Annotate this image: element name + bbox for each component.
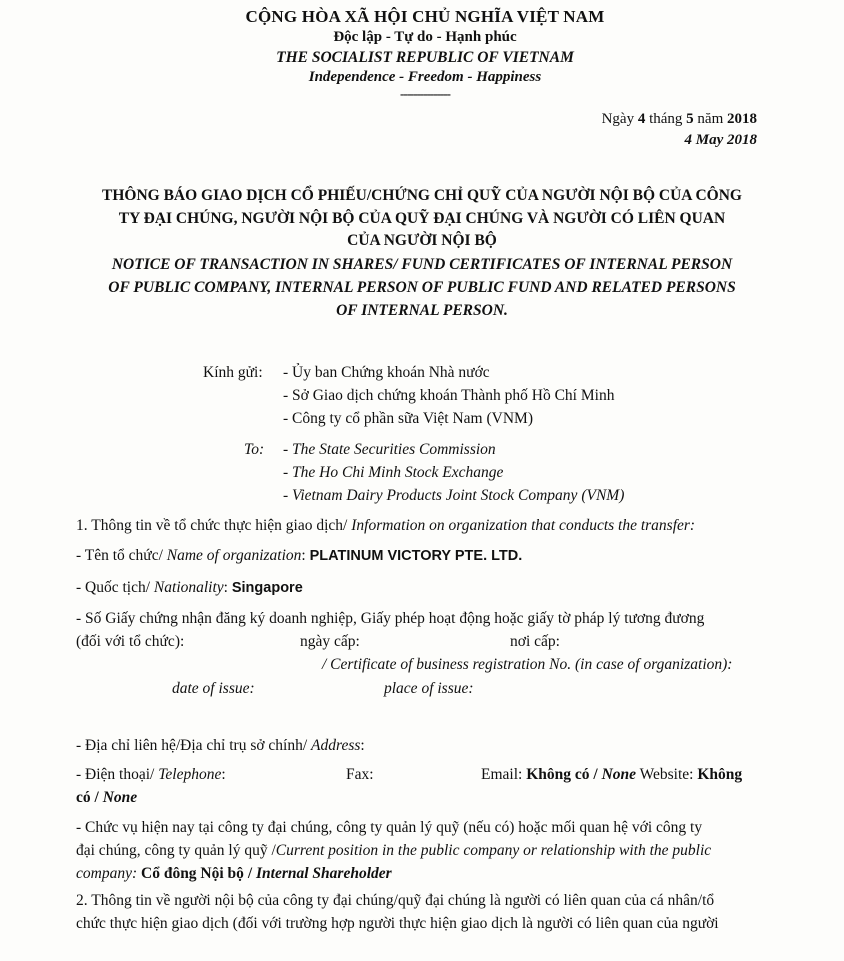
recipient-en-1: - The State Securities Commission [283,441,496,458]
website-row-cont: có / None [76,789,138,806]
section2-line2: chức thực hiện giao dịch (đối với trường hợp người thực hiện giao dịch là người có liên quan của người [76,915,719,932]
recipients-label-en: To: [244,441,265,458]
header-divider: --------------- [400,86,450,101]
title-vn-line3: CỦA NGƯỜI NỘI BỘ [347,232,497,249]
section2-line1: 2. Thông tin về người nội bộ của công ty đại chúng/quỹ đại chúng là người có liên quan của cá nhân/tổ [76,892,715,909]
recipient-vn-2: - Sở Giao dịch chứng khoán Thành phố Hồ Chí Minh [283,387,615,404]
title-vn-line2: TY ĐẠI CHÚNG, NGƯỜI NỘI BỘ CỦA QUỸ ĐẠI CHÚNG VÀ NGƯỜI CÓ LIÊN QUAN [118,210,726,227]
title-en-line1: NOTICE OF TRANSACTION IN SHARES/ FUND CERTIFICATES OF INTERNAL PERSON [111,256,733,273]
motto-vn: Độc lập - Tự do - Hạnh phúc [333,29,517,45]
cert-issue-place-en: place of issue: [384,680,474,697]
country-name-en: THE SOCIALIST REPUBLIC OF VIETNAM [276,49,574,66]
org-name-row: - Tên tổ chức/ Name of organization: PLATINUM VICTORY PTE. LTD. [76,547,523,564]
cert-line2-a: (đối với tổ chức): [76,633,185,650]
recipient-vn-1: - Ủy ban Chứng khoán Nhà nước [283,364,490,381]
nationality-row: - Quốc tịch/ Nationality: Singapore [76,579,303,596]
phone-row: - Điện thoại/ Telephone: [76,766,226,783]
cert-issue-place-vn: nơi cấp: [510,633,560,650]
org-name-value: PLATINUM VICTORY PTE. LTD. [309,548,523,564]
title-en-line2: OF PUBLIC COMPANY, INTERNAL PERSON OF PUBLIC FUND AND RELATED PERSONS [108,279,736,296]
recipient-en-3: - Vietnam Dairy Products Joint Stock Company (VNM) [283,487,625,504]
position-line3: company: Cổ đông Nội bộ / Internal Shareholder [76,865,392,882]
cert-line1: - Số Giấy chứng nhận đăng ký doanh nghiệp, Giấy phép hoạt động hoặc giấy tờ pháp lý tương đương [76,610,705,627]
position-line2: đại chúng, công ty quản lý quỹ /Current position in the public company or relationship with the public [76,842,712,859]
recipient-vn-3: - Công ty cổ phần sữa Việt Nam (VNM) [283,410,533,427]
cert-en-line1: / Certificate of business registration No. (in case of organization): [322,656,733,673]
section1-heading: 1. Thông tin về tổ chức thực hiện giao dịch/ Information on organization that conducts the transfer: [76,517,696,534]
date-vn: Ngày 4 tháng 5 năm 2018 [601,111,757,127]
cert-issue-date-vn: ngày cấp: [300,633,360,650]
address-row: - Địa chỉ liên hệ/Địa chỉ trụ sở chính/ Address: [76,737,365,754]
recipients-label-vn: Kính gửi: [203,364,263,381]
motto-en: Independence - Freedom - Happiness [308,69,542,85]
email-website-row: Email: Không có / None Website: Không [481,766,743,783]
nationality-value: Singapore [231,580,303,596]
title-en-line3: OF INTERNAL PERSON. [336,302,508,319]
recipient-en-2: - The Ho Chi Minh Stock Exchange [283,464,504,481]
title-vn-line1: THÔNG BÁO GIAO DỊCH CỔ PHIẾU/CHỨNG CHỈ QUỸ CỦA NGƯỜI NỘI BỘ CỦA CÔNG [102,187,742,204]
date-en: 4 May 2018 [684,132,757,148]
cert-issue-date-en: date of issue: [172,680,255,697]
country-name-vn: CỘNG HÒA XÃ HỘI CHỦ NGHĨA VIỆT NAM [245,7,605,26]
fax-label: Fax: [346,766,374,783]
position-line1: - Chức vụ hiện nay tại công ty đại chúng, công ty quản lý quỹ (nếu có) hoặc mối quan hệ với công ty [76,819,703,836]
